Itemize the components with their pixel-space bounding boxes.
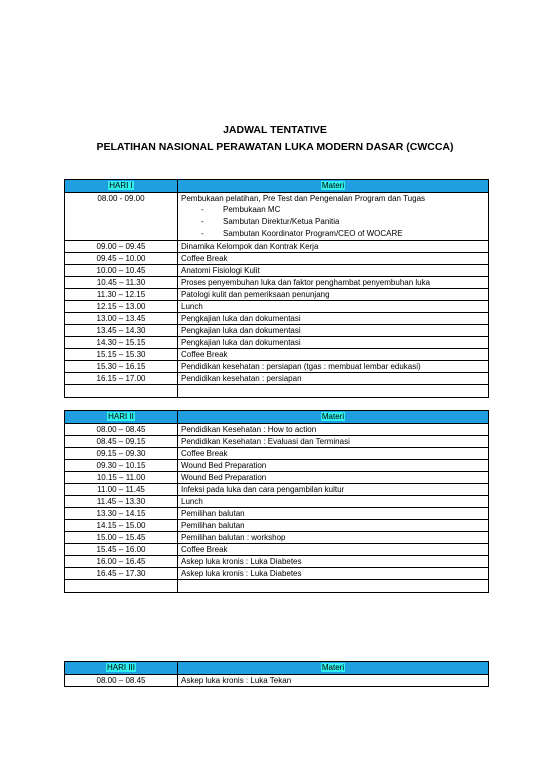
day-label-cell xyxy=(65,662,178,675)
day-header-row xyxy=(65,411,489,424)
materi-cell xyxy=(178,472,489,484)
document-title: JADWAL TENTATIVE xyxy=(223,124,327,136)
materi-cell xyxy=(178,373,489,385)
time-cell: 09.30 – 10.15 xyxy=(65,460,178,472)
materi-text: Patologi kulit dan pemeriksaan penunjang xyxy=(181,290,330,299)
time-cell: 14.15 – 15.00 xyxy=(65,520,178,532)
time-cell: 15.45 – 16.00 xyxy=(65,544,178,556)
materi-text: Pemilihan balutan xyxy=(181,521,245,530)
schedule-row xyxy=(65,520,489,532)
materi-cell xyxy=(178,675,489,687)
schedule-row xyxy=(65,337,489,349)
spacer-row xyxy=(65,385,489,398)
materi-text: Proses penyembuhan luka dan faktor penghambat penyembuhan luka xyxy=(181,278,431,287)
time-cell: 09.15 – 09.30 xyxy=(65,448,178,460)
time-cell: 13.45 – 14.30 xyxy=(65,325,178,337)
subitem-text: Sambutan Koordinator Program/CEO of WOCARE xyxy=(223,229,403,238)
schedule-row xyxy=(65,301,489,313)
materi-header: Materi xyxy=(321,181,345,190)
day-label: HARI I xyxy=(109,181,133,190)
time-cell: 15.15 – 15.30 xyxy=(65,349,178,361)
materi-text: Pendidikan Kesehatan : How to action xyxy=(181,425,317,434)
subitem-text: Sambutan Direktur/Ketua Panitia xyxy=(223,217,340,226)
materi-text: Wound Bed Preparation xyxy=(181,461,267,470)
materi-text: Askep luka kronis : Luka Tekan xyxy=(181,676,292,685)
materi-text: Pengkajian luka dan dokumentasi xyxy=(181,326,301,335)
materi-text: Coffee Break xyxy=(181,545,228,554)
materi-cell xyxy=(178,532,489,544)
time-cell: 08.00 – 08.45 xyxy=(65,675,178,687)
day-label-cell xyxy=(65,411,178,424)
day-label-cell xyxy=(65,180,178,193)
materi-text: Coffee Break xyxy=(181,350,228,359)
materi-header: Materi xyxy=(321,412,345,421)
materi-cell xyxy=(178,424,489,436)
materi-text: Pemilihan balutan xyxy=(181,509,245,518)
time-cell: 15.30 – 16.15 xyxy=(65,361,178,373)
schedule-row xyxy=(65,556,489,568)
materi-cell xyxy=(178,544,489,556)
schedule-row xyxy=(65,349,489,361)
materi-text: Infeksi pada luka dan cara pengambilan kultur xyxy=(181,485,345,494)
schedule-row xyxy=(65,289,489,301)
schedule-row xyxy=(65,361,489,373)
materi-cell xyxy=(178,520,489,532)
time-cell: 16.00 – 16.45 xyxy=(65,556,178,568)
time-cell: 08.00 - 09.00 xyxy=(65,193,178,241)
schedule-row xyxy=(65,436,489,448)
schedule-row xyxy=(65,265,489,277)
schedule-row xyxy=(65,544,489,556)
time-cell: 16.45 – 17.30 xyxy=(65,568,178,580)
materi-text: Dinamika Kelompok dan Kontrak Kerja xyxy=(181,242,319,251)
materi-cell xyxy=(178,193,489,241)
materi-text: Coffee Break xyxy=(181,449,228,458)
time-cell: 15.00 – 15.45 xyxy=(65,532,178,544)
schedule-row xyxy=(65,241,489,253)
time-cell: 11.30 – 12.15 xyxy=(65,289,178,301)
materi-text: Pendidikan Kesehatan : Evaluasi dan Terminasi xyxy=(181,437,350,446)
schedule-row xyxy=(65,460,489,472)
schedule-row xyxy=(65,325,489,337)
empty-cell xyxy=(178,580,489,593)
spacer-row xyxy=(65,580,489,593)
materi-cell xyxy=(178,301,489,313)
materi-header-cell xyxy=(178,180,489,193)
empty-cell xyxy=(65,580,178,593)
materi-cell xyxy=(178,265,489,277)
materi-cell xyxy=(178,337,489,349)
materi-text: Wound Bed Preparation xyxy=(181,473,267,482)
schedule-row xyxy=(65,472,489,484)
time-cell: 10.15 – 11.00 xyxy=(65,472,178,484)
bullet-dash: - xyxy=(201,217,204,226)
schedule-row xyxy=(65,253,489,265)
materi-text: Askep luka kronis : Luka Diabetes xyxy=(181,569,302,578)
materi-text: Pengkajian luka dan dokumentasi xyxy=(181,338,301,347)
time-cell: 08.00 – 08.45 xyxy=(65,424,178,436)
materi-cell xyxy=(178,448,489,460)
time-cell: 10.45 – 11.30 xyxy=(65,277,178,289)
time-cell: 11.45 – 13.30 xyxy=(65,496,178,508)
materi-cell xyxy=(178,508,489,520)
materi-header-cell xyxy=(178,411,489,424)
materi-text: Lunch xyxy=(181,302,203,311)
time-cell: 08.45 – 09.15 xyxy=(65,436,178,448)
materi-cell xyxy=(178,361,489,373)
bullet-dash: - xyxy=(201,229,204,238)
schedule-row xyxy=(65,568,489,580)
time-cell: 09.45 – 10.00 xyxy=(65,253,178,265)
time-cell: 09.00 – 09.45 xyxy=(65,241,178,253)
materi-cell xyxy=(178,556,489,568)
time-cell: 10.00 – 10.45 xyxy=(65,265,178,277)
materi-cell xyxy=(178,568,489,580)
time-cell: 12.15 – 13.00 xyxy=(65,301,178,313)
day-header-row xyxy=(65,180,489,193)
day-header-row xyxy=(65,662,489,675)
schedule-table-day-3 xyxy=(64,661,489,687)
materi-cell xyxy=(178,349,489,361)
schedule-row xyxy=(65,484,489,496)
materi-cell xyxy=(178,436,489,448)
day-label: HARI II xyxy=(108,412,134,421)
time-cell: 13.30 – 14.15 xyxy=(65,508,178,520)
schedule-row xyxy=(65,508,489,520)
schedule-row xyxy=(65,424,489,436)
materi-text: Pendidikan kesehatan : persiapan xyxy=(181,374,302,383)
materi-subitem xyxy=(181,228,485,240)
materi-header-cell xyxy=(178,662,489,675)
schedule-table-day-2 xyxy=(64,410,489,593)
schedule-table-day-1 xyxy=(64,179,489,398)
materi-text: Coffee Break xyxy=(181,254,228,263)
schedule-row xyxy=(65,496,489,508)
materi-text: Pendidikan kesehatan : persiapan (tgas : membuat lembar edukasi) xyxy=(181,362,421,371)
schedule-row xyxy=(65,373,489,385)
materi-text: Anatomi Fisiologi Kulit xyxy=(181,266,260,275)
materi-text: Pemilihan balutan : workshop xyxy=(181,533,286,542)
subitem-text: Pembukaan MC xyxy=(223,205,281,214)
materi-text: Pengkajian luka dan dokumentasi xyxy=(181,314,301,323)
bullet-dash: - xyxy=(201,205,204,214)
empty-cell xyxy=(65,385,178,398)
time-cell: 14.30 – 15.15 xyxy=(65,337,178,349)
materi-text: Askep luka kronis : Luka Diabetes xyxy=(181,557,302,566)
time-cell: 13.00 – 13.45 xyxy=(65,313,178,325)
schedule-row xyxy=(65,675,489,687)
schedule-row xyxy=(65,277,489,289)
materi-cell xyxy=(178,325,489,337)
schedule-row xyxy=(65,448,489,460)
materi-text: Pembukaan pelatihan, Pre Test dan Pengenalan Program dan Tugas xyxy=(181,194,426,203)
schedule-row xyxy=(65,313,489,325)
materi-subitem xyxy=(181,204,485,216)
materi-cell xyxy=(178,460,489,472)
materi-cell xyxy=(178,496,489,508)
materi-cell xyxy=(178,484,489,496)
time-cell: 11.00 – 11.45 xyxy=(65,484,178,496)
schedule-row xyxy=(65,532,489,544)
document-subtitle: PELATIHAN NASIONAL PERAWATAN LUKA MODERN DASAR (CWCCA) xyxy=(96,141,454,153)
materi-text: Lunch xyxy=(181,497,203,506)
day-label: HARI III xyxy=(106,663,135,672)
materi-cell xyxy=(178,289,489,301)
materi-cell xyxy=(178,277,489,289)
empty-cell xyxy=(178,385,489,398)
materi-header: Materi xyxy=(321,663,345,672)
materi-subitem xyxy=(181,216,485,228)
materi-cell xyxy=(178,253,489,265)
time-cell: 16.15 – 17.00 xyxy=(65,373,178,385)
materi-cell xyxy=(178,241,489,253)
schedule-row xyxy=(65,193,489,241)
materi-cell xyxy=(178,313,489,325)
